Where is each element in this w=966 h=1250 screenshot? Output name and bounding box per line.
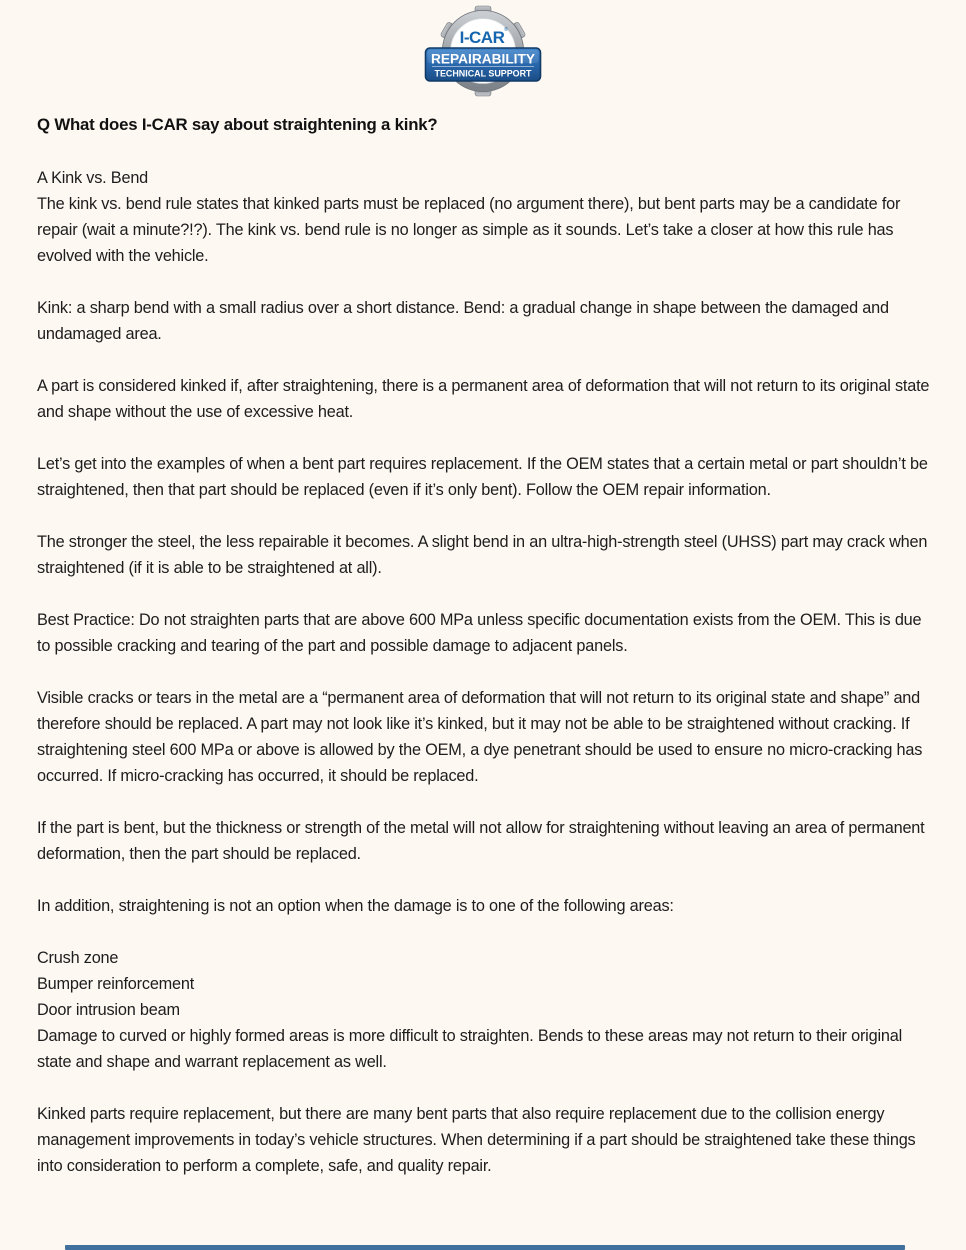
paragraph: Visible cracks or tears in the metal are a “permanent area of deformation that will not return to its original state and shape” and therefore should be replaced. A part may not look like it’s kinked, but it may not be able to be straightened without cracking. If straightening steel 600 MPa or above is allowed by the OEM, a dye penetrant should be used to ensure no micro-cracking has occurred. If micro-cracking has occurred, it should be replaced.: [37, 689, 923, 785]
paragraph: Crush zone Bumper reinforcement Door intrusion beam Damage to curved or highly formed areas is more difficult to straighten. Bends to these areas may not return to their original state and shape and warrant replacement as well.: [37, 949, 902, 1071]
icar-repairability-logo: [423, 5, 543, 97]
question-heading: Q What does I-CAR say about straightening a kink?: [37, 115, 438, 134]
registered-mark-icon: ®: [504, 27, 508, 33]
paragraph: A part is considered kinked if, after straightening, there is a permanent area of deformation that will not return to its original state and shape without the use of excessive heat.: [37, 377, 930, 421]
footer-bar: [65, 1245, 905, 1250]
paragraph: The stronger the steel, the less repairable it becomes. A slight bend in an ultra-high-strength steel (UHSS) part may crack when straightened (if it is able to be straightened at all).: [37, 533, 928, 577]
icar-wordmark: I-CAR: [459, 28, 505, 47]
banner-line1: REPAIRABILITY: [431, 51, 535, 67]
banner-line2: TECHNICAL SUPPORT: [434, 68, 532, 80]
paragraph: Let’s get into the examples of when a bent part requires replacement. If the OEM states that a certain metal or part shouldn’t be straightened, then that part should be replaced (even if it’s only bent). Follow the OEM repair information.: [37, 455, 928, 499]
page-header: [0, 0, 966, 97]
banner: [426, 48, 541, 81]
paragraph: In addition, straightening is not an option when the damage is to one of the following areas:: [37, 897, 674, 915]
paragraph: Best Practice: Do not straighten parts that are above 600 MPa unless specific documentation exists from the OEM. This is due to possible cracking and tearing of the part and possible damage to adjacent panels.: [37, 611, 922, 655]
article-body: [37, 165, 930, 1179]
article: [37, 112, 930, 1205]
paragraph: If the part is bent, but the thickness or strength of the metal will not allow for straightening without leaving an area of permanent deformation, then the part should be replaced.: [37, 819, 925, 863]
paragraph: A Kink vs. Bend The kink vs. bend rule states that kinked parts must be replaced (no argument there), but bent parts may be a candidate for repair (wait a minute?!?). The kink vs. bend rule is no longer as simple as it sounds. Let’s take a closer at how this rule has evolved with the vehicle.: [37, 169, 901, 265]
paragraph: Kink: a sharp bend with a small radius over a short distance. Bend: a gradual change in shape between the damaged and undamaged area.: [37, 299, 889, 343]
paragraph: Kinked parts require replacement, but there are many bent parts that also require replacement due to the collision energy management improvements in today’s vehicle structures. When determining if a part should be straightened take these things into consideration to perform a complete, safe, and quality repair.: [37, 1105, 916, 1175]
